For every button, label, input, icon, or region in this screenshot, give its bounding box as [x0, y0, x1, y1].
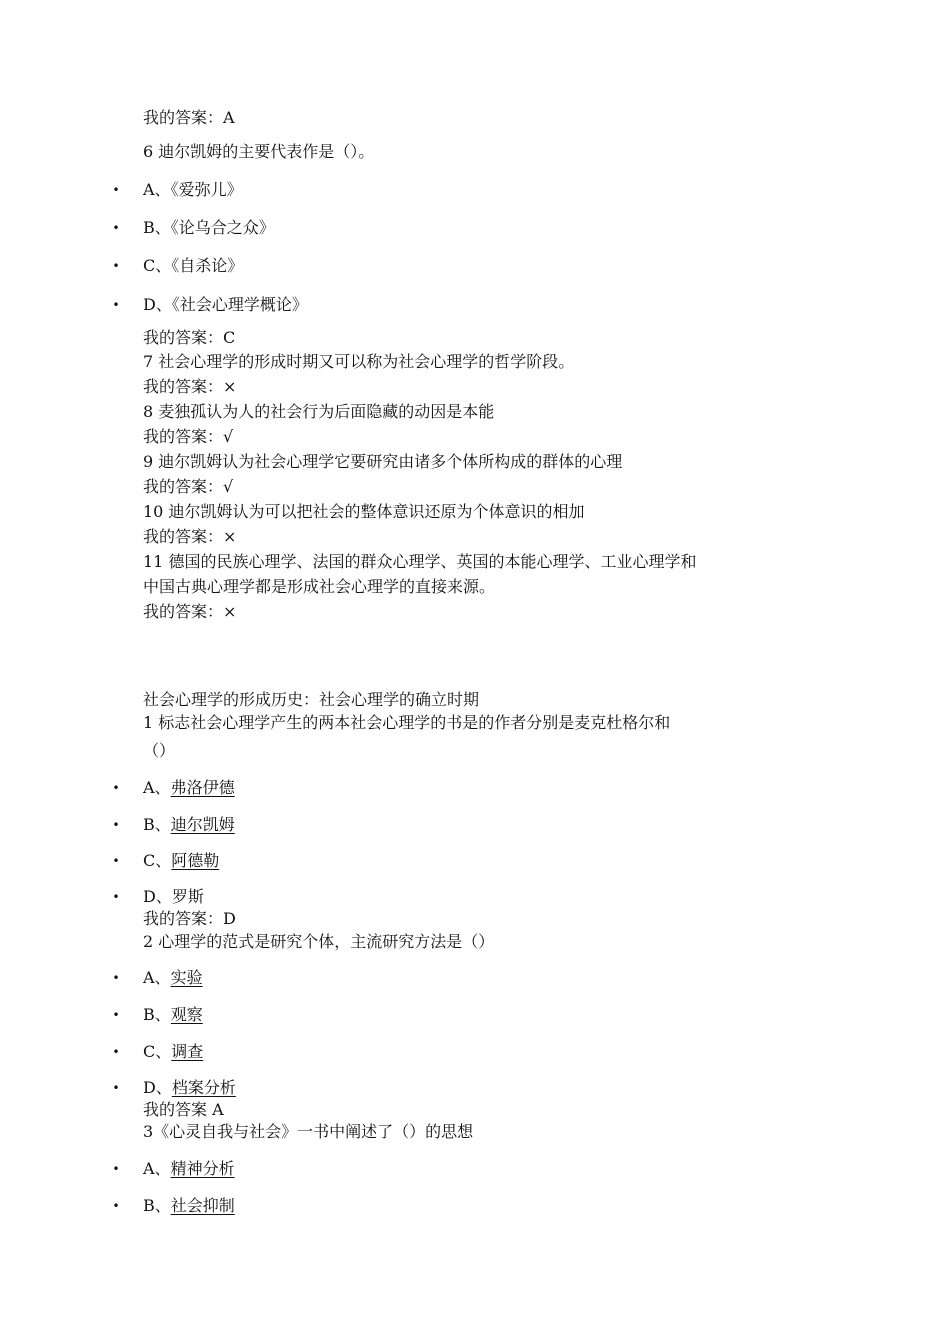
- s2-q3-option-b: B、社会抑制: [143, 1196, 235, 1215]
- question-8: 8 麦独孤认为人的社会行为后面隐藏的动因是本能: [143, 402, 495, 421]
- s2-q1-option-c: C、阿德勒: [143, 851, 220, 870]
- question-11-line1: 11 德国的民族心理学、法国的群众心理学、英国的本能心理学、工业心理学和: [143, 552, 697, 571]
- s2-question-3: 3《心灵自我与社会》一书中阐述了（）的思想: [143, 1122, 474, 1141]
- bullet-icon: •: [112, 1162, 120, 1176]
- bullet-icon: •: [112, 221, 120, 235]
- bullet-icon: •: [112, 1199, 120, 1213]
- answer-q5: 我的答案：A: [143, 108, 235, 127]
- s2-q2-option-a: A、实验: [143, 968, 203, 987]
- s2-q1-option-a: A、弗洛伊德: [143, 778, 235, 797]
- bullet-icon: •: [112, 1081, 120, 1095]
- bullet-icon: •: [112, 854, 120, 868]
- s2-answer-q1: 我的答案：D: [143, 909, 236, 928]
- s2-q3-option-a: A、精神分析: [143, 1159, 235, 1178]
- q6-option-d: D、《社会心理学概论》: [143, 295, 308, 314]
- s2-q2-option-c: C、调查: [143, 1042, 204, 1061]
- answer-q8: 我的答案：√: [143, 427, 234, 446]
- bullet-icon: •: [112, 183, 120, 197]
- q6-option-a: A、《爱弥儿》: [143, 180, 243, 199]
- s2-question-1-line2: （）: [143, 741, 176, 760]
- s2-question-2: 2 心理学的范式是研究个体，主流研究方法是（）: [143, 932, 495, 951]
- question-9: 9 迪尔凯姆认为社会心理学它要研究由诸多个体所构成的群体的心理: [143, 452, 623, 471]
- s2-q2-option-b: B、观察: [143, 1005, 203, 1024]
- s2-answer-q2: 我的答案 A: [143, 1100, 224, 1119]
- bullet-icon: •: [112, 781, 120, 795]
- s2-q1-option-d: D、罗斯: [143, 887, 204, 906]
- q6-option-b: B、《论乌合之众》: [143, 218, 275, 237]
- bullet-icon: •: [112, 818, 120, 832]
- question-10: 10 迪尔凯姆认为可以把社会的整体意识还原为个体意识的相加: [143, 502, 585, 521]
- bullet-icon: •: [112, 298, 120, 312]
- bullet-icon: •: [112, 1045, 120, 1059]
- bullet-icon: •: [112, 259, 120, 273]
- answer-q9: 我的答案：√: [143, 477, 234, 496]
- answer-q10: 我的答案：×: [143, 527, 237, 546]
- bullet-icon: •: [112, 1008, 120, 1022]
- answer-q6: 我的答案：C: [143, 328, 236, 347]
- bullet-icon: •: [112, 971, 120, 985]
- answer-q11: 我的答案：×: [143, 602, 237, 621]
- s2-q2-option-d: D、档案分析: [143, 1078, 236, 1097]
- bullet-icon: •: [112, 890, 120, 904]
- question-6: 6 迪尔凯姆的主要代表作是（）。: [143, 142, 375, 161]
- question-7: 7 社会心理学的形成时期又可以称为社会心理学的哲学阶段。: [143, 352, 575, 371]
- question-11-line2: 中国古典心理学都是形成社会心理学的直接来源。: [143, 577, 496, 596]
- answer-q7: 我的答案：×: [143, 377, 237, 396]
- q6-option-c: C、《自杀论》: [143, 256, 244, 275]
- section-title: 社会心理学的形成历史：社会心理学的确立时期: [143, 690, 480, 709]
- s2-question-1-line1: 1 标志社会心理学产生的两本社会心理学的书是的作者分别是麦克杜格尔和: [143, 713, 671, 732]
- s2-q1-option-b: B、迪尔凯姆: [143, 815, 235, 834]
